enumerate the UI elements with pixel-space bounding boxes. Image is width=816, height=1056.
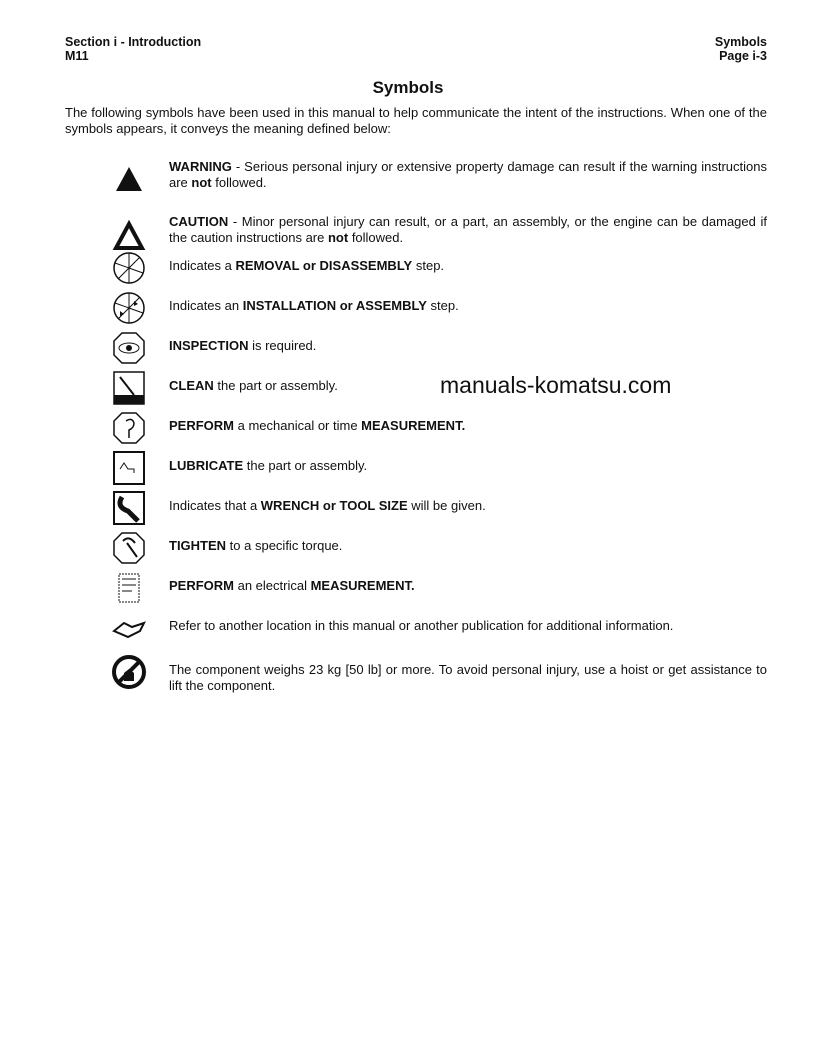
measurement-icon [110, 409, 148, 447]
clean-icon [110, 369, 148, 407]
warning-triangle-icon [110, 161, 148, 199]
installation-icon [110, 289, 148, 327]
text: to a specific torque. [226, 538, 343, 553]
text: a mechanical or time [234, 418, 362, 433]
header-right [715, 35, 767, 63]
text: Indicates that a [169, 498, 261, 513]
lubricate-icon [110, 449, 148, 487]
text: followed. [348, 229, 404, 245]
bold-text: WARNING [169, 159, 232, 174]
symbol-description [169, 618, 767, 634]
watermark: manuals-komatsu.com [440, 372, 672, 398]
bold-text: not [191, 174, 212, 190]
bold-text: LUBRICATE [169, 458, 244, 473]
page-title: Symbols [372, 78, 444, 97]
section-label: Section i - Introduction [65, 35, 202, 49]
heavy-lift-icon [110, 653, 148, 691]
bold-text: MEASUREMENT. [310, 578, 415, 593]
bold-text: TIGHTEN [169, 538, 227, 553]
text: Refer to another location in this manual or another publication for additional information. [169, 618, 674, 633]
intro-paragraph: The following symbols have been used in this manual to help communicate the intent of the instructions. When one of the symbols appears, it conveys the meaning defined below: [65, 105, 767, 136]
text: Indicates a [169, 258, 236, 273]
text: - Minor personal injury can result, or a part, an assembly, or the engine can be damaged if the caution instructions are [169, 214, 767, 245]
torque-icon [110, 529, 148, 567]
removal-icon [110, 249, 148, 287]
text: is required. [248, 338, 317, 353]
symbol-description [169, 258, 767, 274]
text: the part or assembly. [213, 378, 338, 393]
topic-label: Symbols [714, 35, 767, 49]
symbol-description [169, 498, 767, 514]
bold-text: INSPECTION [169, 338, 249, 353]
bold-text: INSTALLATION or ASSEMBLY [242, 298, 427, 313]
bold-text: PERFORM [169, 578, 234, 593]
bold-text: CAUTION [169, 214, 229, 229]
header-left [65, 35, 201, 63]
page-number: Page i-3 [719, 49, 767, 63]
bold-text: REMOVAL or DISASSEMBLY [235, 258, 413, 273]
text: step. [412, 258, 445, 273]
book-reference-icon [110, 609, 148, 647]
bold-text: CLEAN [169, 378, 214, 393]
model-label: M11 [65, 49, 89, 63]
text: step. [426, 298, 459, 313]
bold-text: WRENCH or TOOL SIZE [260, 498, 408, 513]
symbol-description [169, 662, 767, 693]
wrench-icon [110, 489, 148, 527]
bold-text: not [327, 229, 349, 245]
symbol-description [169, 538, 767, 554]
symbol-description [169, 578, 767, 594]
text: an electrical [234, 578, 311, 593]
bold-text: MEASUREMENT. [361, 418, 466, 433]
symbol-description [169, 338, 767, 354]
symbol-description [169, 418, 767, 434]
symbol-description [169, 159, 767, 190]
multimeter-icon [110, 569, 148, 607]
bold-text: PERFORM [169, 418, 234, 433]
symbol-description [169, 298, 767, 314]
text: followed. [211, 174, 267, 190]
text: will be given. [407, 498, 486, 513]
text: the part or assembly. [243, 458, 368, 473]
text: - Serious personal injury or extensive property damage can result if the warning instructions are [169, 159, 767, 190]
symbol-description [169, 214, 767, 245]
text: The component weighs 23 kg [50 lb] or more. To avoid personal injury, use a hoist or get assistance to lift the component. [169, 662, 767, 693]
symbol-description [169, 458, 767, 474]
inspection-eye-icon [110, 329, 148, 367]
text: Indicates an [169, 298, 243, 313]
